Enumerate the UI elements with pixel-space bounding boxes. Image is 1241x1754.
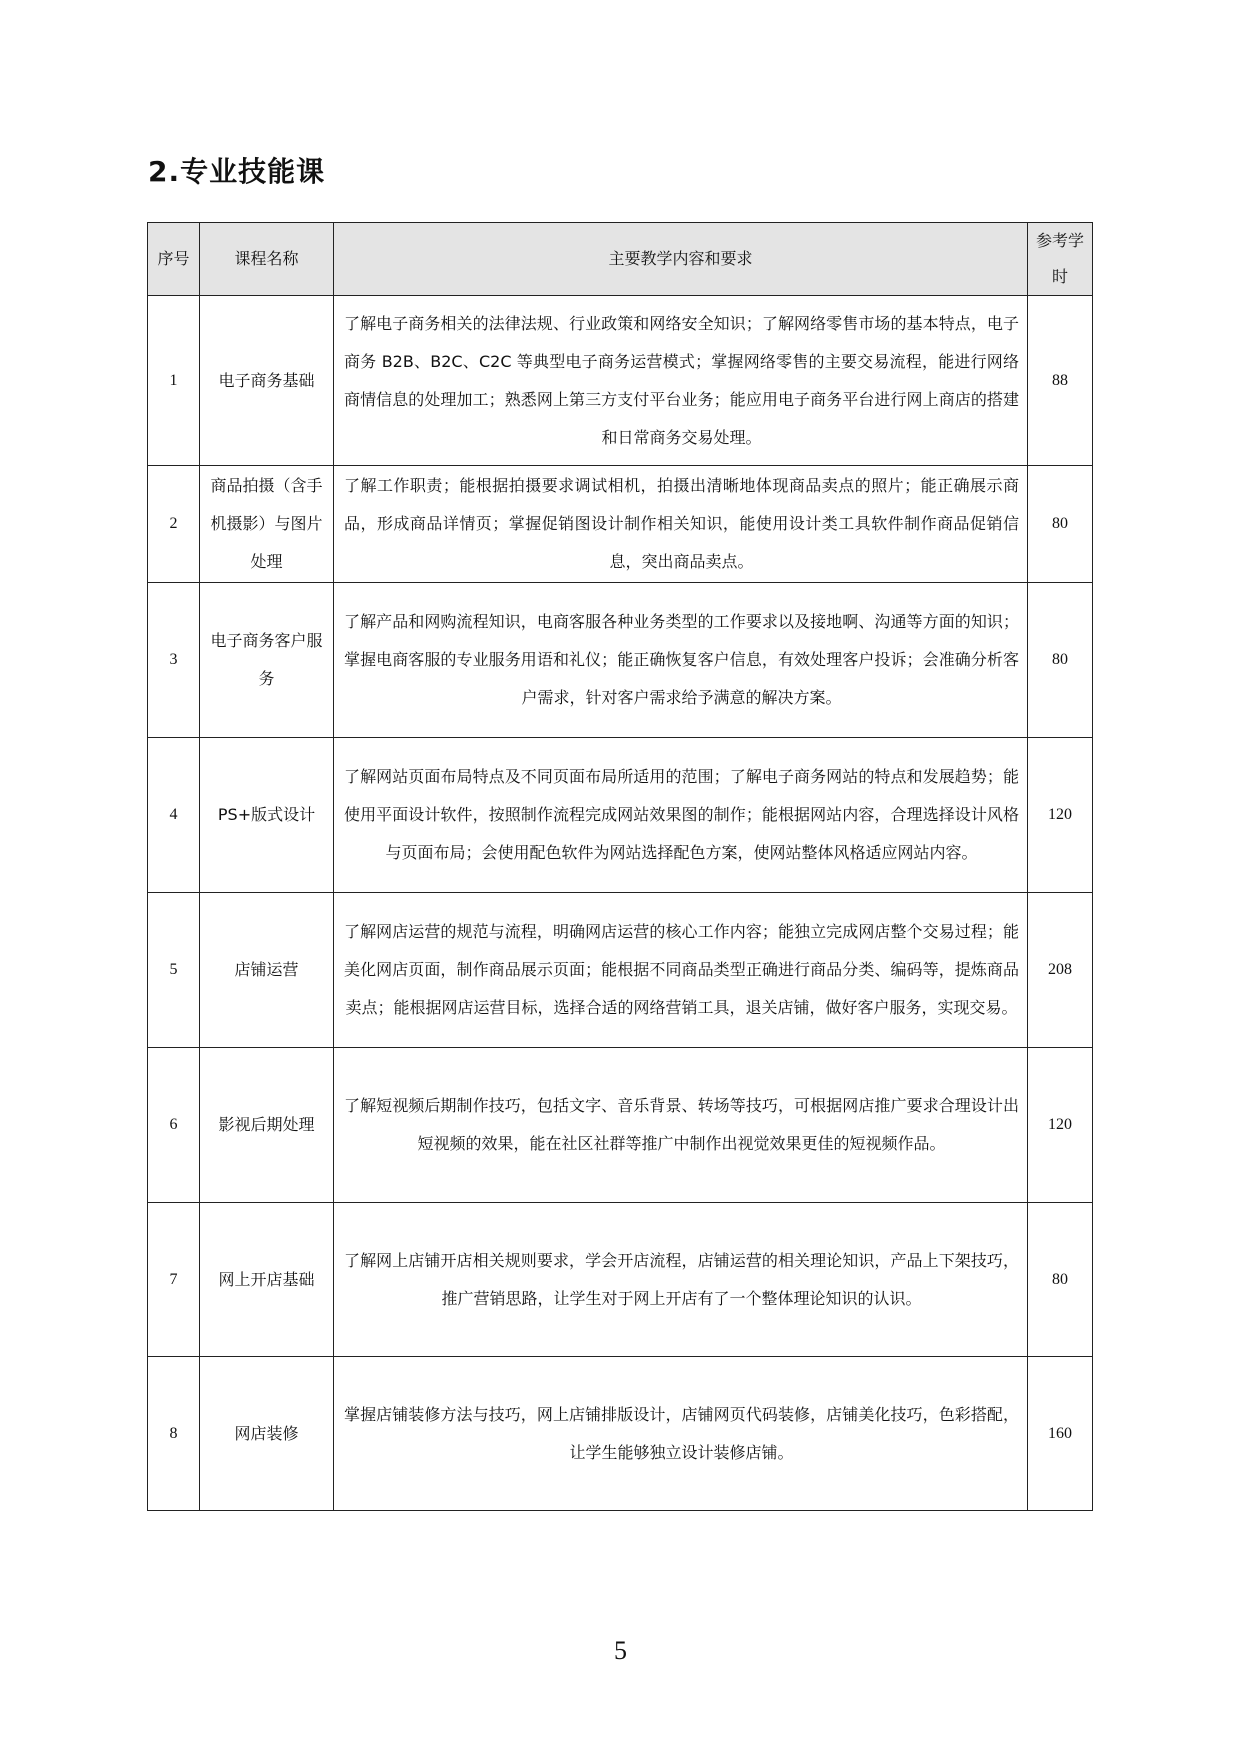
course-content: 掌握店铺装修方法与技巧，网上店铺排版设计，店铺网页代码装修，店铺美化技巧，色彩搭配，让学生能够独立设计装修店铺。 [334, 1357, 1028, 1511]
page-number: 5 [614, 1636, 627, 1665]
row-index: 8 [148, 1357, 200, 1511]
header-index: 序号 [148, 223, 200, 296]
course-name: 网上开店基础 [200, 1203, 334, 1357]
row-index: 7 [148, 1203, 200, 1357]
header-content: 主要教学内容和要求 [334, 223, 1028, 296]
course-content: 了解网店运营的规范与流程，明确网店运营的核心工作内容；能独立完成网店整个交易过程；能美化网店页面，制作商品展示页面；能根据不同商品类型正确进行商品分类、编码等，提炼商品卖点；能根据网店运营目标，选择合适的网络营销工具，退关店铺，做好客户服务，实现交易。 [334, 893, 1028, 1048]
course-hours: 88 [1028, 296, 1093, 466]
course-hours: 160 [1028, 1357, 1093, 1511]
course-name: 影视后期处理 [200, 1048, 334, 1203]
row-index: 3 [148, 583, 200, 738]
row-index: 5 [148, 893, 200, 1048]
table-header-row [148, 223, 1093, 296]
section-title: 2.专业技能课 [148, 155, 326, 188]
header-hours: 参考学时 [1028, 223, 1093, 296]
course-hours: 80 [1028, 466, 1093, 583]
course-hours: 120 [1028, 1048, 1093, 1203]
course-name: 店铺运营 [200, 893, 334, 1048]
course-table [147, 222, 1093, 1511]
table-row [148, 583, 1093, 738]
table-row [148, 1048, 1093, 1203]
table-row [148, 893, 1093, 1048]
course-hours: 120 [1028, 738, 1093, 893]
course-name: PS+版式设计 [200, 738, 334, 893]
row-index: 2 [148, 466, 200, 583]
course-hours: 80 [1028, 583, 1093, 738]
course-content: 了解短视频后期制作技巧，包括文字、音乐背景、转场等技巧，可根据网店推广要求合理设计出短视频的效果，能在社区社群等推广中制作出视觉效果更佳的短视频作品。 [334, 1048, 1028, 1203]
course-name: 电子商务基础 [200, 296, 334, 466]
row-index: 4 [148, 738, 200, 893]
row-index: 6 [148, 1048, 200, 1203]
course-hours: 208 [1028, 893, 1093, 1048]
table-row [148, 466, 1093, 583]
course-content: 了解工作职责；能根据拍摄要求调试相机，拍摄出清晰地体现商品卖点的照片；能正确展示商品，形成商品详情页；掌握促销图设计制作相关知识，能使用设计类工具软件制作商品促销信息，突出商品卖点。 [334, 466, 1028, 583]
course-hours: 80 [1028, 1203, 1093, 1357]
course-name: 商品拍摄（含手机摄影）与图片处理 [200, 466, 334, 583]
course-content: 了解电子商务相关的法律法规、行业政策和网络安全知识；了解网络零售市场的基本特点，电子商务 B2B、B2C、C2C 等典型电子商务运营模式；掌握网络零售的主要交易流程，能进行网络商情信息的处理加工；熟悉网上第三方支付平台业务；能应用电子商务平台进行网上商店的搭建和日常商务交易处理。 [334, 296, 1028, 466]
course-content: 了解产品和网购流程知识，电商客服各种业务类型的工作要求以及接地啊、沟通等方面的知识；掌握电商客服的专业服务用语和礼仪；能正确恢复客户信息，有效处理客户投诉；会准确分析客户需求，针对客户需求给予满意的解决方案。 [334, 583, 1028, 738]
table-row [148, 738, 1093, 893]
table-row [148, 1203, 1093, 1357]
course-content: 了解网站页面布局特点及不同页面布局所适用的范围；了解电子商务网站的特点和发展趋势；能使用平面设计软件，按照制作流程完成网站效果图的制作；能根据网站内容，合理选择设计风格与页面布局；会使用配色软件为网站选择配色方案，使网站整体风格适应网站内容。 [334, 738, 1028, 893]
course-content: 了解网上店铺开店相关规则要求，学会开店流程，店铺运营的相关理论知识，产品上下架技巧，推广营销思路，让学生对于网上开店有了一个整体理论知识的认识。 [334, 1203, 1028, 1357]
course-name: 网店装修 [200, 1357, 334, 1511]
course-name: 电子商务客户服务 [200, 583, 334, 738]
table-row [148, 1357, 1093, 1511]
row-index: 1 [148, 296, 200, 466]
header-course-name: 课程名称 [200, 223, 334, 296]
table-row [148, 296, 1093, 466]
